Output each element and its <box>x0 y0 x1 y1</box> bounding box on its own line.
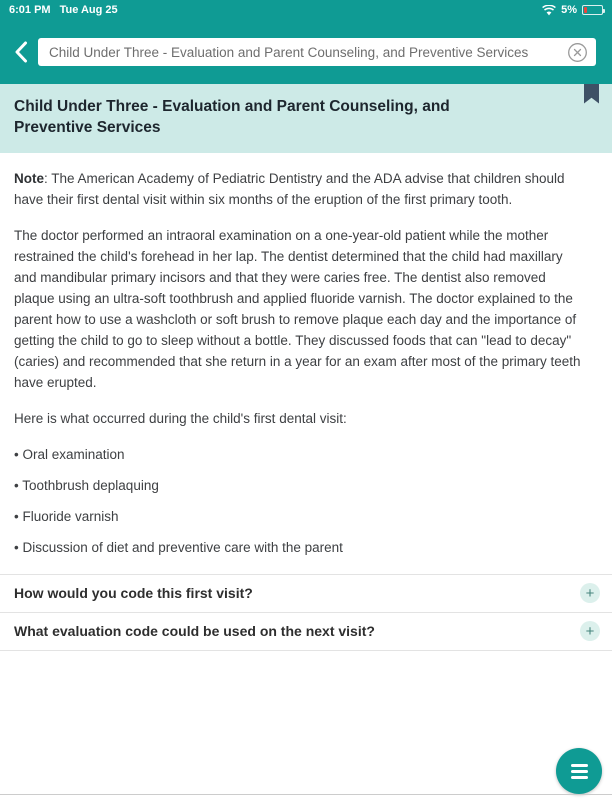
battery-level <box>584 7 587 13</box>
list-item: • Oral examination <box>14 446 125 462</box>
app-bar <box>0 20 612 84</box>
wifi-icon <box>542 5 556 16</box>
expand-plus-icon[interactable]: + <box>580 621 600 641</box>
back-button[interactable] <box>6 32 36 72</box>
accordion-row-next-visit[interactable] <box>0 613 612 651</box>
article-body <box>0 153 600 558</box>
accordion-list <box>0 574 612 651</box>
accordion-question: What evaluation code could be used on the next visit? <box>14 623 375 640</box>
status-time: 6:01 PM <box>9 4 51 16</box>
article-header <box>0 84 612 153</box>
case-paragraph: The doctor performed an intraoral examination on a one-year-old patient while the mother restrained the child's forehead in her lap. The dentist determined that the child had maxillary and mandibular primary incisors and that they were caries free. The dentist also removed plaque using an ultra-soft toothbrush and applied fluoride varnish. The doctor explained to the parent how to use a washcloth or soft brush to remove plaque each day and the importance of getting the child to go to sleep without a bottle. They discussed foods that can "lead to decay" (caries) and recommended that she return in a year for an exam after most of the primary teeth have erupted. <box>14 227 581 390</box>
page-title: Child Under Three - Evaluation and Parent Counseling, and Preventive Services <box>14 98 450 137</box>
list-item: • Toothbrush deplaquing <box>14 477 159 493</box>
menu-fab-button[interactable] <box>556 748 602 794</box>
note-paragraph <box>14 168 584 210</box>
battery-percent: 5% <box>561 4 577 16</box>
hamburger-menu-icon <box>571 764 588 779</box>
status-date: Tue Aug 25 <box>59 4 118 16</box>
battery-nub <box>603 9 605 13</box>
clear-search-button[interactable] <box>566 41 588 63</box>
note-text: : The American Academy of Pediatric Dentistry and the ADA advise that children should have their first dental visit within six months of the eruption of the first primary tooth. <box>14 170 565 207</box>
status-left <box>9 4 118 16</box>
list-item: • Fluoride varnish <box>14 508 119 524</box>
accordion-question: How would you code this first visit? <box>14 585 253 602</box>
battery-icon <box>582 5 603 15</box>
status-bar <box>0 0 612 20</box>
search-input[interactable] <box>38 38 596 66</box>
search-value: Child Under Three - Evaluation and Parent Counseling, and Preventive Services <box>49 44 529 60</box>
back-chevron-icon <box>14 41 28 63</box>
status-right <box>542 4 603 16</box>
list-item: • Discussion of diet and preventive care with the parent <box>14 539 343 555</box>
expand-plus-icon[interactable]: + <box>580 583 600 603</box>
bottom-divider <box>0 794 612 795</box>
accordion-row-first-visit[interactable] <box>0 575 612 613</box>
list-intro: Here is what occurred during the child's first dental visit: <box>14 410 347 426</box>
clear-circle-x-icon <box>567 42 588 63</box>
bookmark-icon[interactable] <box>584 84 599 104</box>
note-label: Note <box>14 170 44 186</box>
